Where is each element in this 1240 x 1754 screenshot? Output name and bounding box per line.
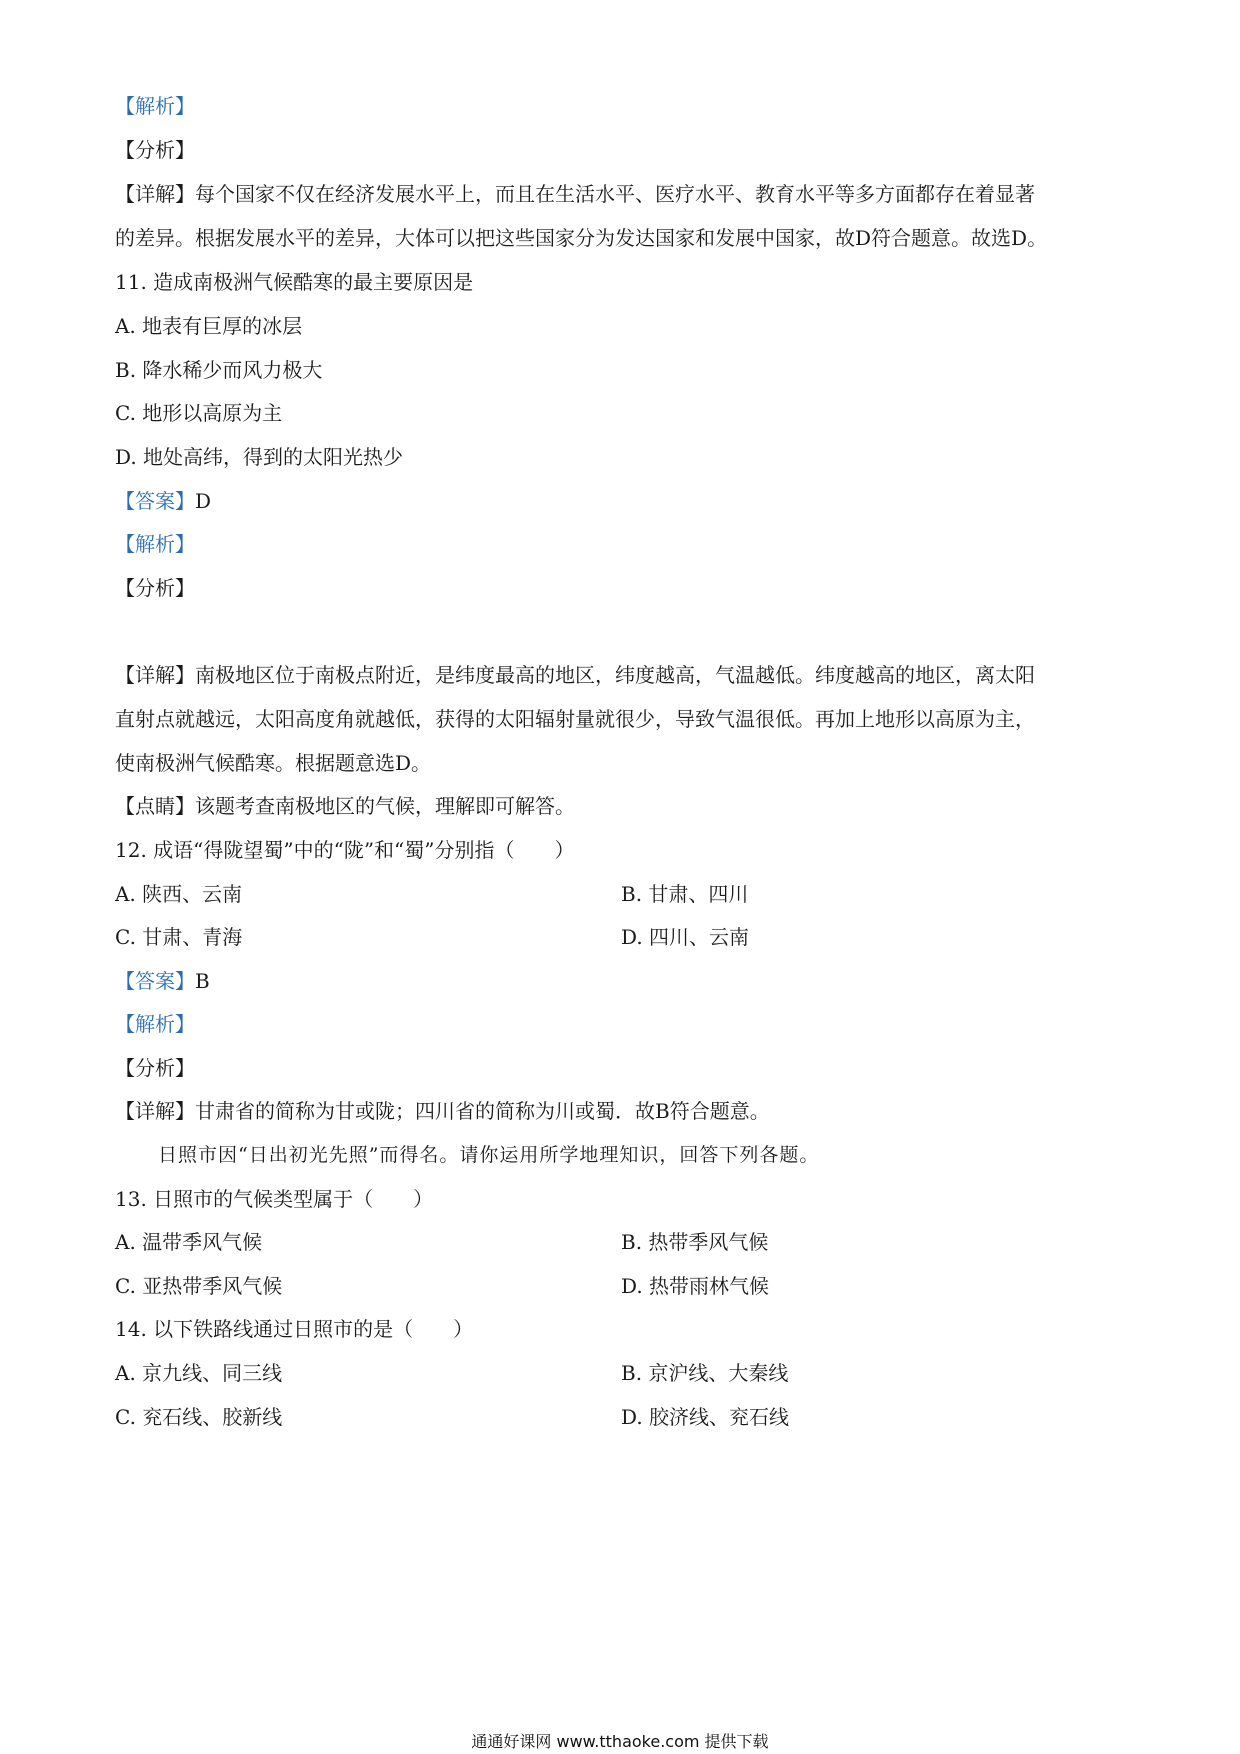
q11-option-b: B. 降水稀少而风力极大 (115, 358, 323, 382)
q10-jiexi-label: 【解析】 (115, 94, 195, 118)
q12-option-a: A. 陕西、云南 (115, 882, 243, 906)
q14-option-d: D. 胶济线、兖石线 (621, 1405, 790, 1429)
q13-option-d: D. 热带雨林气候 (621, 1274, 770, 1298)
q10-xiangjie-line-2: 的差异。根据发展水平的差异，大体可以把这些国家分为发达国家和发展中国家，故D符合题意。故选D。 (115, 226, 1048, 250)
q14-option-c: C. 兖石线、胶新线 (115, 1405, 283, 1429)
q12-jiexi-label: 【解析】 (115, 1012, 195, 1036)
q12-stem: 12. 成语“得陇望蜀”中的“陇”和“蜀”分别指（ ） (115, 838, 575, 862)
q11-xiangjie-line-1: 【详解】南极地区位于南极点附近，是纬度最高的地区，纬度越高，气温越低。纬度越高的地区，离太阳 (115, 663, 1035, 687)
q12-option-b: B. 甘肃、四川 (621, 882, 749, 906)
q12-xiangjie: 【详解】甘肃省的简称为甘或陇；四川省的简称为川或蜀．故B符合题意。 (115, 1099, 770, 1123)
q10-xiangjie-line-1: 【详解】每个国家不仅在经济发展水平上，而且在生活水平、医疗水平、教育水平等多方面都存在着显著 (115, 182, 1035, 206)
q12-answer-label: 【答案】 (115, 969, 195, 993)
q12-option-c: C. 甘肃、青海 (115, 925, 243, 949)
q11-option-c: C. 地形以高原为主 (115, 401, 283, 425)
q12-option-d: D. 四川、云南 (621, 925, 750, 949)
q13-option-b: B. 热带季风气候 (621, 1230, 769, 1254)
q12-answer-value: B (195, 969, 210, 993)
q13-stem: 13. 日照市的气候类型属于（ ） (115, 1187, 434, 1211)
q11-option-a: A. 地表有巨厚的冰层 (115, 314, 303, 338)
q10-fenxi-label: 【分析】 (115, 138, 195, 162)
page-footer: 通通好课网 www.tthaoke.com 提供下载 (471, 1732, 769, 1751)
q11-fenxi-label: 【分析】 (115, 576, 195, 600)
intro-13-14: 日照市因“日出初光先照”而得名。请你运用所学地理知识，回答下列各题。 (158, 1144, 820, 1166)
q11-stem: 11. 造成南极洲气候酷寒的最主要原因是 (115, 270, 474, 294)
q13-option-a: A. 温带季风气候 (115, 1230, 263, 1254)
q13-option-c: C. 亚热带季风气候 (115, 1274, 283, 1298)
q11-dianjing: 【点睛】该题考查南极地区的气候，理解即可解答。 (115, 794, 575, 818)
q14-option-a: A. 京九线、同三线 (115, 1361, 283, 1385)
q11-answer-label: 【答案】 (115, 489, 195, 513)
q11-answer-value: D (195, 489, 212, 513)
q11-jiexi-label: 【解析】 (115, 532, 195, 556)
q11-option-d: D. 地处高纬，得到的太阳光热少 (115, 445, 404, 469)
q12-answer (115, 967, 210, 995)
q11-xiangjie-line-3: 使南极洲气候酷寒。根据题意选D。 (115, 751, 432, 775)
q12-fenxi-label: 【分析】 (115, 1056, 195, 1080)
q14-option-b: B. 京沪线、大秦线 (621, 1361, 789, 1385)
q11-xiangjie-line-2: 直射点就越远，太阳高度角就越低，获得的太阳辐射量就很少，导致气温很低。再加上地形以高原为主， (115, 707, 1035, 731)
q14-stem: 14. 以下铁路线通过日照市的是（ ） (115, 1317, 474, 1341)
q11-answer (115, 487, 211, 515)
